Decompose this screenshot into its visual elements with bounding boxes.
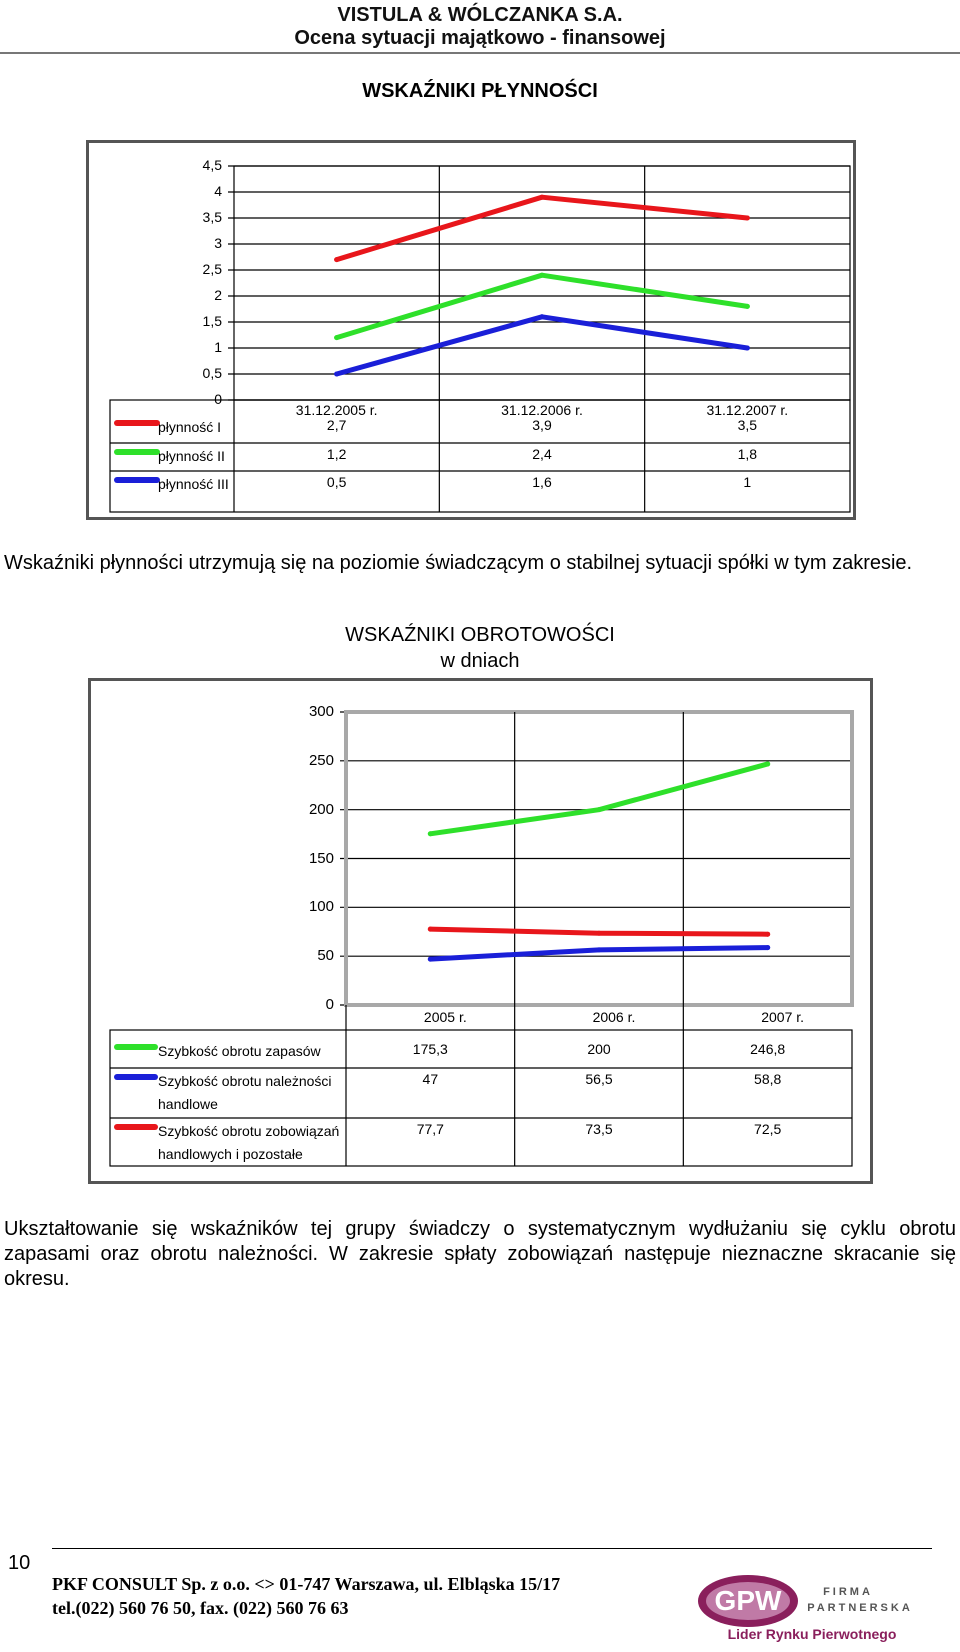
y-tick-label: 0 (325, 996, 334, 1013)
turnover-chart-subtitle: w dniach (440, 650, 520, 672)
logo-line2: PARTNERSKA (807, 1602, 913, 1614)
data-point (428, 831, 433, 836)
legend-label: płynność III (158, 476, 229, 492)
data-label: 47 (422, 1071, 439, 1087)
company-name: VISTULA & WÓLCZANKA S.A. (337, 4, 623, 26)
series-line-0 (430, 764, 767, 834)
y-tick-label: 50 (317, 947, 334, 965)
footer-rule (52, 1548, 932, 1549)
y-tick-label: 3,5 (202, 209, 222, 225)
y-tick-label: 0 (214, 391, 222, 407)
y-tick-label: 4,5 (202, 157, 222, 173)
turnover-chart-title: WSKAŹNIKI OBROTOWOŚCI (345, 624, 615, 646)
y-tick-label: 150 (308, 849, 334, 867)
legend-swatch (114, 1044, 158, 1050)
legend-swatch (114, 1124, 158, 1130)
data-point (597, 807, 602, 812)
x-category-label: 2006 r. (592, 1009, 636, 1025)
data-point (765, 945, 770, 950)
data-label: 0,5 (326, 474, 347, 490)
data-point (765, 761, 770, 766)
data-point (597, 947, 602, 952)
data-label: 1 (743, 474, 752, 490)
data-label: 58,8 (754, 1071, 782, 1087)
x-category-label: 31.12.2005 r. (295, 402, 378, 418)
data-label: 56,5 (585, 1071, 613, 1087)
liquidity-comment: Wskaźniki płynności utrzymują się na poziomie świadczącym o stabilnej sytuacji spółki w tym zakresie. (4, 552, 913, 574)
x-category-label: 2005 r. (423, 1009, 467, 1025)
logo-mark: GPW (714, 1585, 782, 1616)
legend-label: płynność I (158, 419, 222, 435)
x-category-label: 2007 r. (761, 1009, 805, 1025)
data-label: 1,8 (737, 446, 758, 462)
legend-swatch (114, 1074, 158, 1080)
data-label: 3,5 (737, 417, 758, 433)
x-category-label: 31.12.2007 r. (706, 402, 789, 418)
data-label: 73,5 (585, 1121, 613, 1137)
data-label: 72,5 (754, 1121, 782, 1137)
y-tick-label: 300 (308, 703, 334, 720)
y-tick-label: 3 (214, 235, 222, 251)
footer-contact: tel.(022) 560 76 50, fax. (022) 560 76 63 (52, 1598, 349, 1618)
y-tick-label: 1 (214, 339, 222, 355)
data-point (765, 932, 770, 937)
data-point (428, 957, 433, 962)
footer-address: PKF CONSULT Sp. z o.o. <> 01-747 Warszawa, ul. Elbląska 15/17 (52, 1574, 561, 1594)
gpw-partner-logo (690, 1565, 935, 1647)
y-tick-label: 1,5 (202, 313, 222, 329)
legend-label: płynność II (158, 448, 225, 464)
data-label: 1,2 (326, 446, 347, 462)
legend-label: Szybkość obrotu zapasów (158, 1043, 321, 1059)
legend-label: Szybkość obrotu należności handlowe (158, 1073, 332, 1112)
y-tick-label: 0,5 (202, 365, 222, 381)
data-label: 175,3 (412, 1041, 448, 1057)
logo-line1: FIRMA (823, 1586, 873, 1598)
page-number: 10 (8, 1552, 31, 1574)
data-label: 2,4 (532, 446, 552, 462)
data-label: 3,9 (532, 417, 552, 433)
y-tick-label: 2,5 (202, 261, 222, 277)
data-point (428, 927, 433, 932)
legend-label: Szybkość obrotu zobowiązań handlowych i pozostałe (158, 1123, 340, 1162)
data-label: 77,7 (416, 1121, 444, 1137)
y-tick-label: 100 (308, 898, 334, 916)
y-tick-label: 200 (308, 800, 334, 818)
y-tick-label: 250 (308, 751, 334, 769)
document-subtitle: Ocena sytuacji majątkowo - finansowej (294, 27, 666, 49)
data-label: 1,6 (532, 474, 552, 490)
y-tick-label: 2 (214, 287, 222, 303)
turnover-comment: Ukształtowanie się wskaźników tej grupy świadczy o systematycznym wydłużaniu się cyklu obrotu zapasami oraz obrotu należności. W zakresie spłaty zobowiązań następuje nieznaczne skracanie się okresu. (4, 1218, 956, 1290)
y-tick-label: 4 (214, 183, 222, 199)
liquidity-chart-title: WSKAŹNIKI PŁYNNOŚCI (362, 80, 598, 102)
data-label: 200 (587, 1041, 611, 1057)
data-label: 2,7 (326, 417, 347, 433)
logo-tagline: Lider Rynku Pierwotnego (727, 1626, 897, 1642)
data-label: 246,8 (750, 1041, 786, 1057)
data-point (597, 931, 602, 936)
x-category-label: 31.12.2006 r. (501, 402, 583, 418)
